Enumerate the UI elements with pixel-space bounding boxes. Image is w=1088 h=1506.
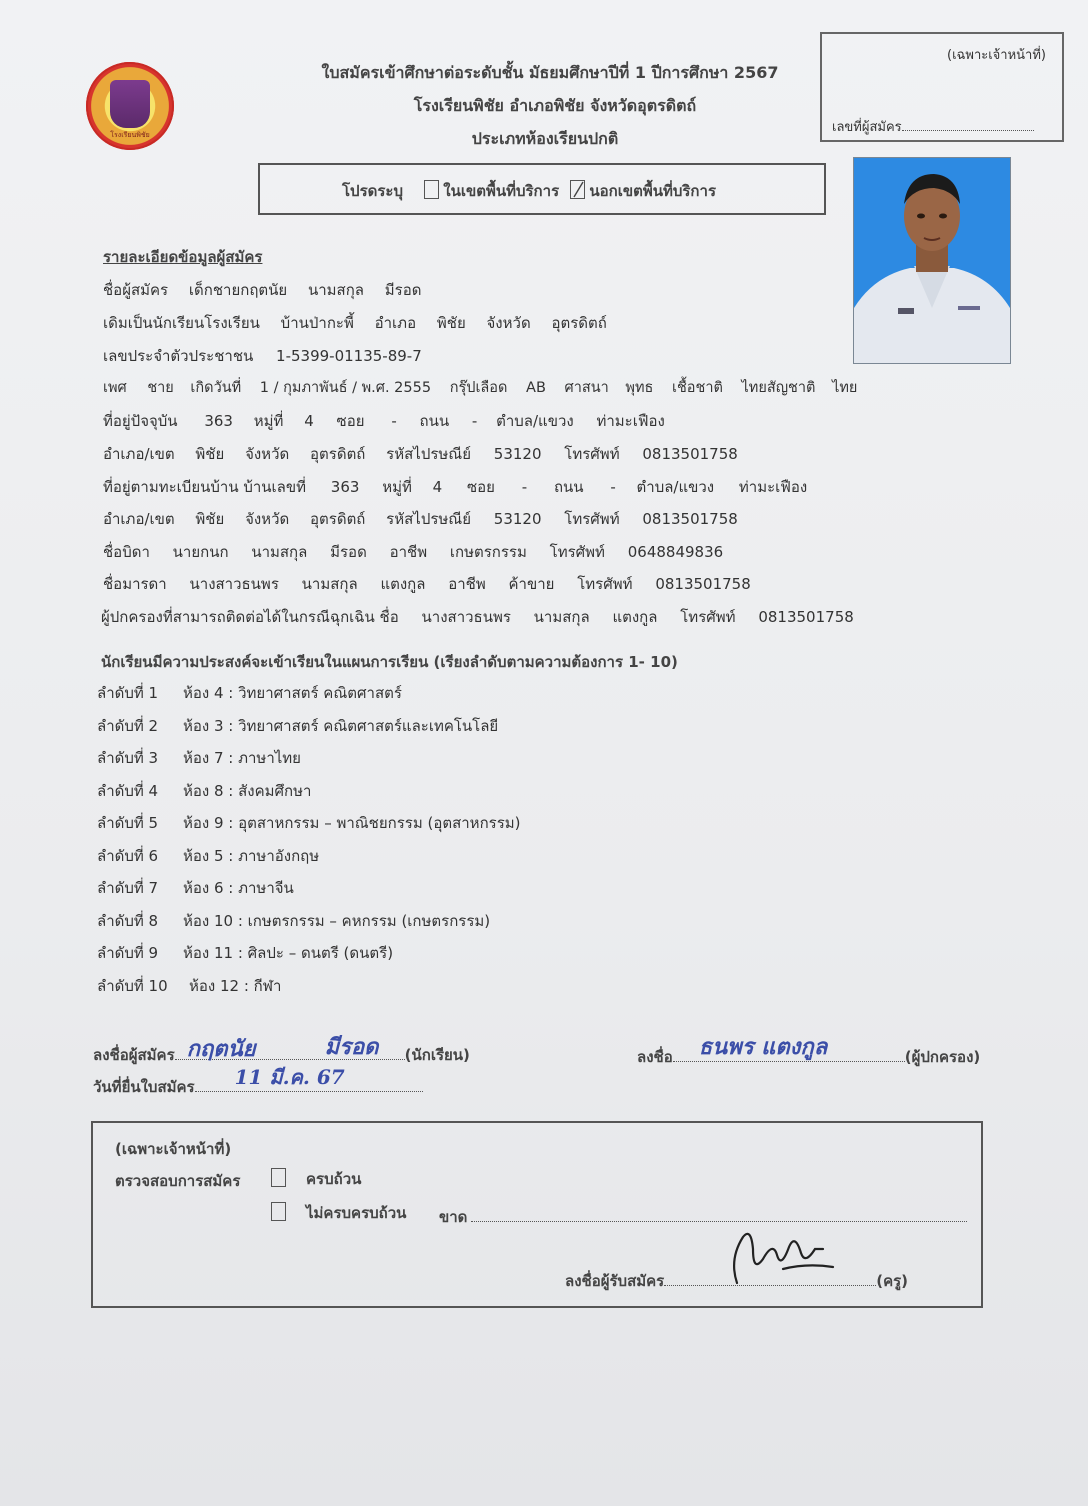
field-label: ชื่อบิดา bbox=[103, 543, 150, 561]
field-label: ชื่อมารดา bbox=[103, 575, 167, 593]
field-value: 4 bbox=[304, 412, 314, 430]
field-label: หมู่ที่ bbox=[253, 412, 284, 430]
form-title: ใบสมัครเข้าศึกษาต่อระดับชั้น มัธยมศึกษาปีที่ 1 ปีการศึกษา 2567 bbox=[321, 63, 779, 82]
field-label: ซอย bbox=[466, 478, 495, 496]
list-item bbox=[97, 746, 521, 779]
office-use-label: (เฉพาะเจ้าหน้าที่) bbox=[947, 48, 1046, 63]
list-item bbox=[97, 779, 521, 812]
list-item bbox=[97, 811, 521, 844]
field-value: อุตรดิตถ์ bbox=[310, 510, 366, 528]
plan-room: ห้อง 8 : สังคมศึกษา bbox=[183, 781, 312, 800]
field-value: ท่ามะเฟือง bbox=[738, 478, 808, 496]
field-label: ซอย bbox=[336, 412, 365, 430]
complete-label: ครบถ้วน bbox=[306, 1170, 362, 1188]
incomplete-label: ไม่ครบครบถ้วน bbox=[306, 1204, 407, 1222]
field-label: เดิมเป็นนักเรียนโรงเรียน bbox=[103, 314, 260, 332]
plan-rank: ลำดับที่ 10 bbox=[97, 976, 168, 995]
field-value: เกษตรกรรม bbox=[449, 543, 527, 561]
field-value: บ้านป่ากะพี้ bbox=[280, 314, 354, 332]
receiver-signature-icon bbox=[723, 1219, 843, 1289]
plan-title: นักเรียนมีความประสงค์จะเข้าเรียนในแผนการเรียน (เรียงลำดับตามความต้องการ 1- 10) bbox=[101, 653, 678, 671]
applicant-name-row bbox=[103, 278, 421, 302]
field-value: 4 bbox=[432, 478, 443, 496]
field-value: 53120 bbox=[493, 445, 542, 463]
field-label: โทรศัพท์ bbox=[549, 543, 605, 561]
field-value: นายกนก bbox=[172, 543, 229, 561]
guardian-role: (ผู้ปกครอง) bbox=[904, 1048, 981, 1066]
list-item bbox=[97, 681, 521, 714]
out-area-label: นอกเขตพื้นที่บริการ bbox=[589, 182, 716, 200]
field-value: พุทธ bbox=[625, 380, 654, 396]
plan-rank: ลำดับที่ 5 bbox=[97, 814, 159, 832]
incomplete-checkbox[interactable] bbox=[271, 1201, 406, 1225]
field-label: นามสกุล bbox=[307, 281, 364, 299]
plan-room: ห้อง 12 : กีฬา bbox=[189, 976, 282, 995]
current-district-row bbox=[103, 442, 738, 466]
applicant-signature-label: ลงชื่อผู้สมัคร bbox=[93, 1046, 175, 1064]
field-label: นามสกุล bbox=[301, 575, 358, 593]
plan-rank: ลำดับที่ 1 bbox=[97, 684, 159, 702]
office-use-box bbox=[820, 32, 1064, 142]
field-value: นางสาวธนพร bbox=[421, 608, 511, 626]
field-label: อำเภอ bbox=[374, 314, 417, 332]
field-label: ถนน bbox=[553, 478, 584, 496]
field-label: เชื้อชาติ bbox=[671, 380, 723, 396]
list-item bbox=[97, 844, 521, 877]
plan-list bbox=[97, 681, 521, 1006]
guardian-row bbox=[101, 605, 854, 629]
field-value: 1-5399-01135-89-7 bbox=[276, 347, 422, 365]
applicant-signature-last: มีรอด bbox=[324, 1034, 379, 1060]
in-area-checkbox[interactable] bbox=[418, 182, 443, 200]
submit-date-value: 11 มี.ค. 67 bbox=[234, 1065, 345, 1089]
current-address-row bbox=[103, 409, 665, 433]
list-item bbox=[97, 714, 521, 747]
field-label: รหัสไปรษณีย์ bbox=[386, 445, 471, 463]
field-label: จังหวัด bbox=[245, 445, 290, 463]
applicant-portrait-icon bbox=[854, 158, 1010, 363]
field-label: ตำบล/แขวง bbox=[496, 412, 574, 430]
out-area-checkbox[interactable] bbox=[564, 182, 589, 200]
registered-district-row bbox=[103, 507, 738, 531]
field-label: โทรศัพท์ bbox=[577, 575, 633, 593]
field-value: - bbox=[610, 478, 616, 496]
field-value: นางสาวธนพร bbox=[189, 575, 279, 593]
check-label: ตรวจสอบการสมัคร bbox=[115, 1172, 241, 1190]
field-value: 0813501758 bbox=[642, 510, 738, 528]
field-value: พิชัย bbox=[436, 314, 466, 332]
checkbox-empty-icon bbox=[271, 1168, 286, 1187]
field-value: 53120 bbox=[493, 510, 542, 528]
field-label: กรุ๊ปเลือด bbox=[449, 380, 508, 396]
plan-room: ห้อง 4 : วิทยาศาสตร์ คณิตศาสตร์ bbox=[183, 684, 402, 702]
plan-rank: ลำดับที่ 7 bbox=[97, 879, 159, 897]
checkbox-empty-icon bbox=[271, 1202, 286, 1221]
applicant-no-field[interactable] bbox=[832, 116, 1034, 137]
logo-text: โรงเรียนพิชัย bbox=[110, 131, 150, 139]
field-label: โทรศัพท์ bbox=[564, 445, 620, 463]
field-label: อาชีพ bbox=[448, 575, 486, 593]
checkbox-empty-icon bbox=[424, 180, 439, 199]
plan-room: ห้อง 7 : ภาษาไทย bbox=[183, 749, 301, 767]
field-label: เพศ bbox=[103, 380, 127, 396]
field-label: เลขประจำตัวประชาชน bbox=[103, 347, 254, 365]
former-school-row bbox=[103, 311, 607, 335]
field-value: - bbox=[471, 412, 478, 430]
field-label: ชื่อผู้สมัคร bbox=[103, 281, 169, 299]
field-label: เกิดวันที่ bbox=[190, 380, 242, 396]
submit-date-field[interactable] bbox=[93, 1065, 423, 1099]
field-label: รหัสไปรษณีย์ bbox=[386, 510, 471, 528]
personal-info-row bbox=[103, 376, 857, 399]
registered-address-row bbox=[103, 475, 807, 499]
field-value: ไทย bbox=[832, 380, 858, 396]
guardian-signature: ธนพร แตงกูล bbox=[698, 1034, 828, 1060]
field-value: 363 bbox=[330, 478, 360, 496]
receiver-role: (ครู) bbox=[876, 1272, 909, 1290]
father-row bbox=[103, 540, 723, 564]
plan-room: ห้อง 5 : ภาษาอังกฤษ bbox=[183, 846, 320, 865]
school-name: โรงเรียนพิชัย อำเภอพิชัย จังหวัดอุตรดิตถ์ bbox=[413, 96, 697, 115]
field-value: 0813501758 bbox=[758, 608, 854, 626]
field-value: พิชัย bbox=[195, 445, 225, 463]
field-label: ศาสนา bbox=[564, 380, 609, 396]
plan-room: ห้อง 10 : เกษตรกรรม – คหกรรม (เกษตรกรรม) bbox=[183, 911, 491, 930]
field-label: อาชีพ bbox=[389, 543, 428, 561]
service-area-selection bbox=[258, 163, 826, 215]
applicant-role: (นักเรียน) bbox=[404, 1046, 470, 1064]
field-value: ท่ามะเฟือง bbox=[596, 412, 665, 430]
applicant-photo bbox=[853, 157, 1011, 364]
field-label: อำเภอ/เขต bbox=[103, 445, 175, 463]
applicant-section-title: รายละเอียดข้อมูลผู้สมัคร bbox=[103, 248, 263, 266]
field-label: ถนน bbox=[419, 412, 450, 430]
plan-rank: ลำดับที่ 2 bbox=[97, 716, 159, 735]
missing-field[interactable] bbox=[439, 1205, 967, 1229]
field-label: จังหวัด bbox=[486, 314, 531, 332]
checkbox-checked-icon bbox=[570, 180, 585, 199]
applicant-no-label: เลขที่ผู้สมัคร bbox=[832, 120, 902, 135]
receiver-label: ลงชื่อผู้รับสมัคร bbox=[565, 1272, 665, 1290]
field-label: โทรศัพท์ bbox=[680, 608, 736, 626]
plan-rank: ลำดับที่ 4 bbox=[97, 781, 159, 800]
complete-checkbox[interactable] bbox=[271, 1167, 361, 1191]
field-value: มีรอด bbox=[384, 281, 422, 299]
list-item bbox=[97, 974, 521, 1007]
field-value: 1 / กุมภาพันธ์ / พ.ศ. 2555 bbox=[259, 380, 432, 396]
field-label: นามสกุล bbox=[533, 608, 590, 626]
selection-label: โปรดระบุ bbox=[342, 182, 404, 200]
field-value: ไทยสัญชาติ bbox=[741, 380, 816, 396]
list-item bbox=[97, 909, 521, 942]
applicant-signature-first: กฤตนัย bbox=[186, 1036, 256, 1062]
field-value: 363 bbox=[204, 412, 233, 430]
missing-label: ขาด bbox=[439, 1208, 468, 1226]
list-item bbox=[97, 876, 521, 909]
field-value: แตงกูล bbox=[380, 575, 426, 593]
field-value: เด็กชายกฤตนัย bbox=[188, 281, 288, 299]
guardian-signature-field[interactable] bbox=[637, 1034, 981, 1069]
field-label: หมู่ที่ bbox=[382, 478, 412, 496]
plan-rank: ลำดับที่ 6 bbox=[97, 846, 159, 865]
staff-use-box bbox=[91, 1121, 983, 1308]
field-label: อำเภอ/เขต bbox=[103, 510, 175, 528]
field-value: 0813501758 bbox=[655, 575, 751, 593]
plan-rank: ลำดับที่ 3 bbox=[97, 749, 159, 767]
field-label: จังหวัด bbox=[245, 510, 290, 528]
field-value: พิชัย bbox=[195, 510, 225, 528]
mother-row bbox=[103, 572, 751, 596]
field-label: ตำบล/แขวง bbox=[636, 478, 715, 496]
staff-box-title: (เฉพาะเจ้าหน้าที่) bbox=[115, 1140, 232, 1158]
citizen-id-row bbox=[103, 344, 422, 368]
plan-room: ห้อง 9 : อุตสาหกรรม – พาณิชยกรรม (อุตสาหกรรม) bbox=[183, 814, 521, 832]
in-area-label: ในเขตพื้นที่บริการ bbox=[443, 182, 560, 200]
field-value: มีรอด bbox=[330, 543, 367, 561]
field-value: อุตรดิตถ์ bbox=[551, 314, 607, 332]
plan-rank: ลำดับที่ 9 bbox=[97, 944, 159, 962]
submit-date-label: วันที่ยื่นใบสมัคร bbox=[93, 1078, 195, 1096]
class-type: ประเภทห้องเรียนปกติ bbox=[471, 129, 619, 148]
field-label: ผู้ปกครองที่สามารถติดต่อได้ในกรณีฉุกเฉิน ชื่อ bbox=[101, 608, 399, 626]
field-value: - bbox=[391, 412, 397, 430]
plan-room: ห้อง 3 : วิทยาศาสตร์ คณิตศาสตร์และเทคโนโลยี bbox=[183, 716, 499, 735]
field-value: - bbox=[521, 478, 528, 496]
field-value: แตงกูล bbox=[612, 608, 658, 626]
field-value: ค้าขาย bbox=[508, 575, 555, 593]
field-label: ที่อยู่ปัจจุบัน bbox=[103, 412, 178, 430]
field-value: ชาย bbox=[147, 380, 174, 396]
field-value: อุตรดิตถ์ bbox=[310, 445, 366, 463]
plan-room: ห้อง 6 : ภาษาจีน bbox=[183, 879, 294, 897]
guardian-signature-label: ลงชื่อ bbox=[637, 1048, 673, 1066]
field-label: นามสกุล bbox=[251, 543, 308, 561]
field-label: โทรศัพท์ bbox=[564, 510, 620, 528]
field-value: 0813501758 bbox=[642, 445, 738, 463]
list-item bbox=[97, 941, 521, 974]
field-value: AB bbox=[526, 380, 546, 396]
field-label: ที่อยู่ตามทะเบียนบ้าน บ้านเลขที่ bbox=[103, 478, 306, 496]
field-value: 0648849836 bbox=[627, 543, 724, 561]
plan-room: ห้อง 11 : ศิลปะ – ดนตรี (ดนตรี) bbox=[183, 944, 394, 962]
plan-rank: ลำดับที่ 8 bbox=[97, 911, 159, 930]
